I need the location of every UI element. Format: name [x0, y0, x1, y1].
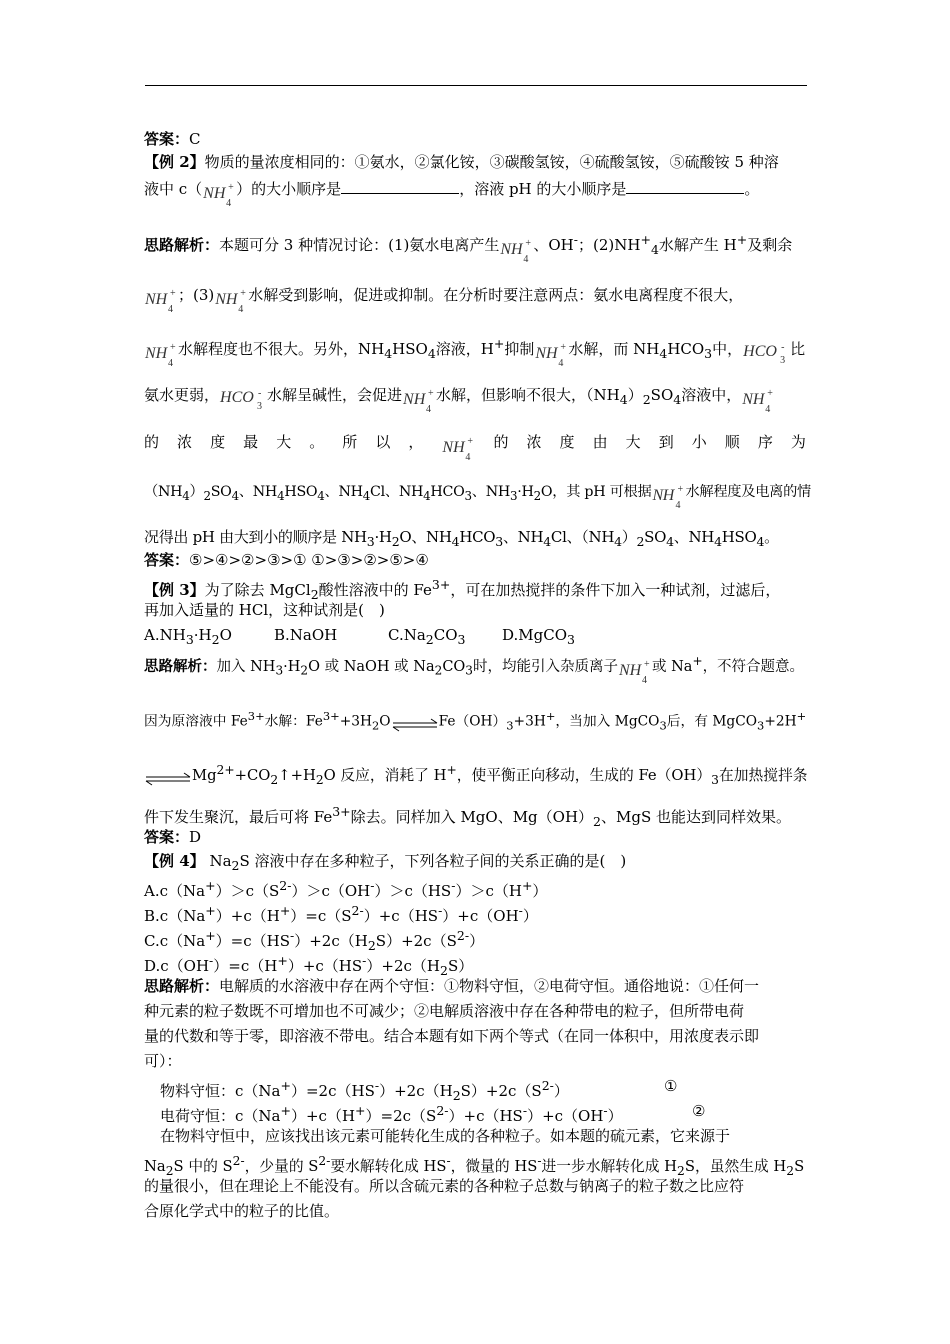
analysis-4-para-line-1: 在物料守恒中，应该找出该元素可能转化生成的各种粒子。如本题的硫元素，它来源于	[160, 1127, 731, 1145]
answer-3: 答案：D	[144, 828, 202, 846]
nh4-formula: NH + 4	[742, 388, 773, 415]
nh4-formula: NH + 4	[215, 288, 246, 315]
answer-1: 答案：C	[144, 130, 201, 148]
analysis-4-line-3: 量的代数和等于零，即溶液不带电。结合本题有如下两个等式（在同一体积中，用浓度表示即	[144, 1027, 760, 1045]
analysis-4-line-2: 种元素的粒子数既不可增加也不可减少；②电解质溶液中存在各种带电的粒子，但所带电荷	[144, 1002, 745, 1020]
header-rule	[145, 85, 807, 86]
example-4-line-1: 【例 4】 $Na_2S$ 溶液中存在多种粒子，下列各粒子间的关系正确的是( )	[144, 852, 627, 873]
analysis-2-line-6: $(NH_4)_2SO_4$、$NH_4HSO_4$、$NH_4Cl$、$NH_4HCO_3$、$NH_3\cdot H_2O$，其 pH 可根据 NH + 4 水解程度及电离的情	[144, 480, 811, 508]
analysis-3-line-3: $Mg^{2+}+CO_2↑+H_2O$ 反应，消耗了 H+，使平衡正向移动，生成的 $Fe(OH)_3$在加热搅拌条	[144, 760, 807, 790]
nh4-formula: NH + 4	[500, 238, 531, 265]
nh4-formula: NH + 4	[442, 436, 474, 463]
equation-2-number: ②	[692, 1102, 706, 1120]
example-4-option-b: $B.c(Na^+)+c(H^+)=c(S^{2-})+c(HS^-)+c(OH^-)$	[144, 903, 538, 925]
answer-blank-1[interactable]	[341, 179, 459, 194]
option-a: $A.NH_3\cdot H_2O$	[144, 626, 232, 647]
analysis-4-para-line-4: 合原化学式中的粒子的比值。	[144, 1202, 340, 1220]
analysis-4-para-line-2: $Na_2S$ 中的 $S^{2-}$，少量的 $S^{2-}$要水解转化成 HS-，微量的 HS-进一步水解转化成 $H_2S$，虽然生成 $H_2S$	[144, 1154, 805, 1178]
answer-blank-2[interactable]	[626, 179, 744, 194]
analysis-2-line-7: 况得出 pH 由大到小的顺序是 $NH_3\cdot H_2O$、$NH_4HCO_3$、$NH_4Cl$、$(NH_4)_2SO_4$、$NH_4HSO_4$。	[144, 528, 779, 549]
equation-1-number: ①	[664, 1077, 678, 1095]
nh4-formula: NH + 4	[145, 342, 176, 369]
analysis-2-line-1: 思路解析：本题可分 3 种情况讨论：(1)氨水电离产生 NH + 4 、OH-；$(2)NH^+_4$水解产生 H+及剩余	[144, 232, 793, 265]
nh4-formula: NH + 4	[618, 658, 650, 686]
example-2-line-1: 【例 2】物质的量浓度相同的：①氨水，②氯化铵，③碳酸氢铵，④硫酸氢铵，⑤硫酸铵 5 种溶	[144, 153, 779, 171]
hco3-formula: HCO - 3	[220, 388, 263, 412]
nh4-formula: NH + 4	[535, 342, 567, 369]
analysis-3-line-2: 因为原溶液中 $Fe^{3+}$水解：$Fe^{3+}+3H_2O$ $Fe(OH)_3+3H^+$，当加入 MgCO$_3$后，有 MgCO$_3$+2H+	[144, 709, 807, 733]
analysis-2-line-5: 的 浓 度 最 大 。 所 以 ， NH + 4 的 浓 度 由 大 到 小 顺 序 为	[144, 433, 806, 463]
analysis-4-line-1: 思路解析：电解质的水溶液中存在两个守恒：①物料守恒，②电荷守恒。通俗地说：①任何一	[144, 977, 760, 995]
equation-2: 电荷守恒：$c(Na^+)+c(H^+)=2c(S^{2-})+c(HS^-)+c(OH^-)$	[160, 1103, 623, 1125]
example-4-option-a: $A.c(Na^+)>c(S^{2-})>c(OH^-)>c(HS^-)>c(H^+)$	[144, 878, 548, 900]
analysis-3-line-4: 件下发生聚沉，最后可将 $Fe^{3+}$除去。同样加入 MgO、$Mg(OH)_2$、MgS 也能达到同样效果。	[144, 804, 792, 829]
example-3-line-2: 再加入适量的 HCl，这种试剂是( )	[144, 601, 385, 619]
analysis-4-para-line-3: 的量很小，但在理论上不能没有。所以含硫元素的各种粒子总数与钠离子的粒子数之比应符	[144, 1177, 745, 1195]
example-4-option-d: $D.c(OH^-)=c(H^+)+c(HS^-)+2c(H_2S)$	[144, 953, 474, 978]
analysis-2-line-4: 氨水更弱， HCO - 3 水解呈碱性，会促进 NH + 4 水解，但影响不很大，$(NH_4)_2SO_4$溶液中， NH + 4	[144, 384, 775, 412]
nh4-formula: NH + 4	[203, 182, 234, 209]
analysis-2-line-3: NH + 4 水解程度也不很大。另外，$NH_4HSO_4$溶液，H+抑制 NH + 4 水解，而 $NH_4HCO_3$中， HCO - 3 比	[145, 336, 806, 369]
analysis-3-line-1: 思路解析：加入 $NH_3\cdot H_2O$ 或 NaOH 或 $Na_2CO_3$时，均能引入杂质离子 NH + 4 或 Na+，不符合题意。	[144, 654, 805, 686]
equation-1: 物料守恒：$c(Na^+)=2c(HS^-)+2c(H_2S)+2c(S^{2-})$	[160, 1078, 569, 1103]
example-2-line-2: 液中 c（ NH + 4 ）的大小顺序是 ，溶液 pH 的大小顺序是 。	[144, 180, 760, 209]
equilibrium-arrow-icon	[144, 772, 192, 786]
analysis-4-line-4: 可）：	[144, 1052, 182, 1070]
nh4-formula: NH + 4	[403, 388, 434, 415]
example-3-options	[144, 625, 575, 650]
equilibrium-arrow-icon	[391, 718, 439, 732]
option-b: B.NaOH	[274, 626, 338, 644]
example-4-option-c: $C.c(Na^+)=c(HS^-)+2c(H_2S)+2c(S^{2-})$	[144, 928, 485, 953]
answer-2: 答案：⑤>④>②>③>① ①>③>②>⑤>④	[144, 551, 429, 569]
nh4-formula: NH + 4	[145, 288, 176, 315]
example-3-line-1: 【例 3】为了除去 MgCl$_2$酸性溶液中的 $Fe^{3+}$，可在加热搅拌的条件下加入一种试剂，过滤后，	[144, 577, 781, 602]
option-c: $C.Na_2CO_3$	[388, 626, 466, 647]
nh4-formula: NH + 4	[652, 484, 683, 511]
option-d: D.MgCO$_3$	[502, 626, 575, 647]
hco3-formula: HCO - 3	[743, 342, 786, 366]
analysis-2-line-2: NH + 4 ；(3) NH + 4 水解受到影响，促进或抑制。在分析时要注意两点：氨水电离程度不很大，	[145, 286, 744, 315]
